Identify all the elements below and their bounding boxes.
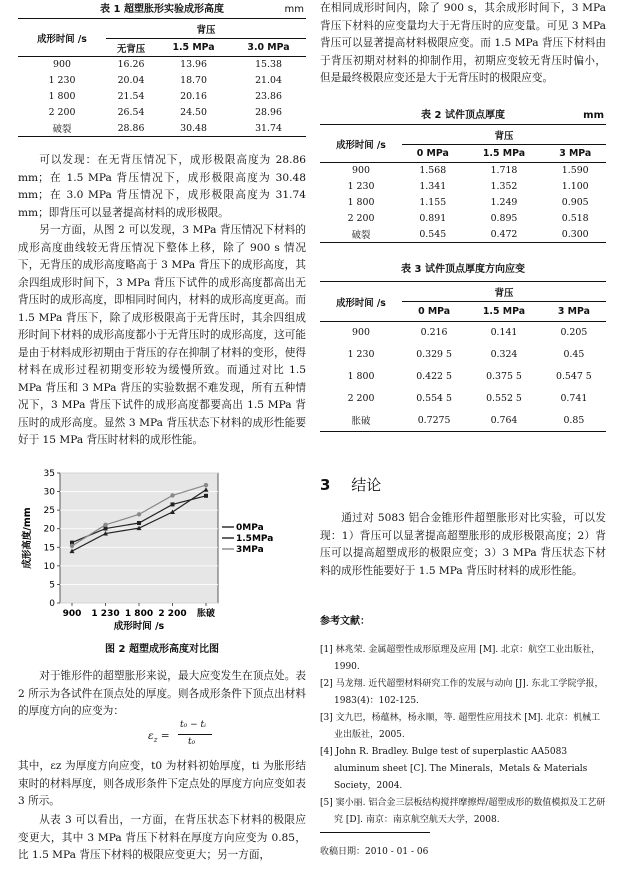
table-cell: 1 230: [347, 181, 375, 192]
table-cell: 0.141: [490, 327, 518, 339]
formula-denominator: t₀: [188, 737, 196, 747]
table-cell: 1.718: [490, 165, 518, 177]
section-heading: [320, 474, 381, 495]
paragraph-table3-analysis: 从表 3 可以看出，一方面，在背压状态下材料的极限应变更大，其中 3 MPa 背压下材料在厚度方向应变为 0.85，比 1.5 MPa 背压下材料的极限应变更大；另一方面，: [18, 814, 306, 861]
x-tick-label: 900: [62, 609, 82, 619]
legend-label: 1.5MPa: [236, 534, 274, 544]
table-3: [320, 262, 606, 432]
table-3-group-header: 背压: [402, 282, 606, 302]
formula-numerator: t₀ − tᵢ: [180, 720, 206, 730]
y-tick-label: 35: [43, 469, 55, 479]
legend-label: 0MPa: [236, 523, 264, 533]
data-point: [103, 523, 107, 527]
table-cell: 1.590: [561, 165, 589, 177]
table-cell: 30.48: [156, 121, 231, 137]
table-cell: 2 200: [347, 213, 375, 224]
reference-item: [2] 马龙翔. 近代超塑材料研究工作的发展与动向 [J]. 东北工学院学报，1983(4)：102-125.: [320, 679, 604, 706]
y-tick-label: 0: [49, 599, 55, 609]
table-2-col-header: 1.5 MPa: [464, 145, 545, 163]
table-cell: 1.341: [419, 181, 447, 192]
footnote-rule: [320, 832, 430, 833]
table-cell: 1.352: [490, 181, 518, 192]
table-3-col-header: 1.5 MPa: [466, 302, 542, 322]
table-cell: 15.38: [255, 59, 282, 71]
table-2-unit: mm: [583, 110, 604, 121]
strain-formula: [148, 720, 228, 754]
legend-label: 3MPa: [236, 545, 264, 555]
table-cell: 0.7275: [402, 410, 466, 432]
data-point: [204, 494, 208, 498]
paragraph-figure-analysis: 另一方面，从图 2 可以发现，3 MPa 背压情况下材料的成形高度曲线较无背压情况下整体上移，除了 900 s 情况下，无背压的成形高度略高于 3 MPa 背压下的成形高度，其余四组成形时间下，3 MPa 背压下试件的成形高度都高出无背压时的成形高度，即相同时间内，材料的成形高度更高。而 1.5 MPa 背压下，除了成形极限高于无背压时，其余四组成形时间下材料的成形高度都小于无背压时的成形高度，这可能是由于材料成形初期由于背压的存在抑制了材料的变形，使得材料在成形过程初期变形较为缓慢所致。而通过对比 1.5 MPa 背压和 3 MPa 背压的实验数据不难发现，所有五种情况下，3 MPa 背压下试件的成形高度都要高出 1.5 MPa 背压时的成形高度。显然 3 MPa 背压状态下材料的成形性能要好于 15 MPa 背压时材料的成形性能。: [18, 224, 306, 446]
formula-lhs: $\varepsilon_z$ =: [148, 730, 170, 745]
paragraph-strain-compare: 在相同成形时间内，除了 900 s，其余成形时间下，3 MPa 背压下材料的应变量均大于无背压时的应变量。可见 3 MPa 背压可以显著提高材料极限应变。而 1.5 MPa 背压下材料由于背压初期对材料的抑制作用，初期应变较无背压时偏小，但是最终极限应变还是大于无背压时的极限应变。: [320, 2, 606, 84]
table-cell: 0.85: [542, 410, 606, 432]
references-list: [320, 642, 606, 829]
data-point: [70, 544, 74, 548]
data-point: [137, 512, 141, 516]
table-cell: 0.329 5: [416, 349, 452, 360]
table-row: [320, 227, 606, 243]
table-1-unit: mm: [284, 4, 304, 15]
table-3-caption: 表 3 试件顶点厚度方向应变: [401, 264, 525, 275]
table-cell: 0.518: [561, 213, 589, 224]
table-cell: 0.554 5: [416, 393, 452, 404]
table-3-col-header: 3 MPa: [542, 302, 606, 322]
table-cell: 1.249: [490, 197, 518, 208]
x-tick-label: 胀破: [196, 609, 216, 619]
table-cell: 31.74: [231, 121, 306, 137]
table-cell: 0.552 5: [486, 393, 522, 404]
table-cell: 1 230: [347, 349, 375, 360]
table-cell: 0.905: [561, 197, 589, 208]
data-point: [204, 483, 208, 487]
data-point: [171, 502, 175, 506]
table-row: [320, 410, 606, 432]
y-tick-label: 30: [43, 487, 55, 498]
table-row: [320, 388, 606, 410]
table-cell: 24.50: [180, 107, 207, 118]
table-cell: 1.100: [561, 181, 589, 192]
reference-item: [5] 窦小丽. 铝合金三层板结构搅拌摩擦焊/超塑成形的数值模拟及工艺研究 [D]. 南京：南京航空航天大学，2008.: [320, 798, 606, 825]
table-row: [320, 366, 606, 388]
table-cell: 1 800: [48, 91, 76, 102]
table-cell: 0.764: [466, 410, 542, 432]
table-cell: 1 800: [347, 371, 375, 382]
y-tick-label: 10: [43, 561, 55, 572]
table-cell: 2 200: [48, 107, 76, 118]
table-row: [320, 179, 606, 195]
table-row: [18, 105, 306, 121]
references-title: 参考文献：: [320, 616, 370, 627]
table-cell: 0.375 5: [486, 371, 522, 382]
table-2-group-header: 背压: [402, 125, 606, 145]
table-cell: 0.45: [563, 349, 585, 360]
table-cell: 0.300: [544, 227, 606, 243]
x-tick-label: 2 200: [158, 609, 187, 619]
paragraph-forming-limit: 可以发现：在无背压情况下，成形极限高度为 28.86 mm；在 1.5 MPa 背压情况下，成形极限高度为 30.48 mm；在 3.0 MPa 背压情况下，成形极限高度为 31.74 mm；即背压可以显著提高材料的成形极限。: [18, 154, 306, 219]
reference-item: [3] 文九巴，杨蕴林，杨永顺，等. 超塑性应用技术 [M]. 北京：机械工业出版社，2005.: [320, 713, 601, 740]
table-2-col-header: 0 MPa: [402, 145, 464, 163]
table-cell: 1 230: [48, 75, 76, 86]
table-cell: 1.568: [419, 165, 447, 177]
table-cell: 0.547 5: [555, 371, 592, 382]
table-cell: 1 800: [347, 197, 375, 208]
table-2-title: 表 2 试件顶点厚度: [421, 110, 505, 121]
y-tick-label: 5: [49, 580, 55, 591]
table-cell: 胀破: [320, 410, 402, 432]
table-cell: 0.891: [419, 213, 447, 224]
table-cell: 21.54: [117, 91, 145, 102]
x-axis-label: 成形时间 /s: [113, 621, 165, 632]
section-title: 结论: [351, 476, 382, 494]
table-2-grid: [320, 124, 606, 243]
table-cell: 16.26: [117, 59, 145, 71]
table-row: [320, 211, 606, 227]
y-tick-label: 25: [43, 506, 55, 517]
paragraph-conclusion: 通过对 5083 铝合金锥形件超塑胀形对比实验，可以发现：1）背压可以显著提高超塑胀形的成形极限高度；2）背压可以提高超塑成形的极限应变；3）3 MPa 背压状态下材料的成形性能要好于 1.5 MPa 背压时材料的成形性能。: [320, 512, 606, 577]
table-row: [18, 73, 306, 89]
table-3-grid: [320, 281, 606, 432]
table-cell: 20.04: [117, 75, 145, 86]
table-cell: 26.54: [117, 107, 145, 118]
table-cell: 13.96: [180, 59, 207, 71]
table-1-col-header: 1.5 MPa: [156, 39, 231, 57]
table-1-row-header: 成形时间 /s: [18, 19, 106, 57]
table-cell: 0.472: [464, 227, 545, 243]
table-row: [320, 322, 606, 344]
table-row: [320, 195, 606, 211]
data-point: [170, 493, 174, 497]
table-row: [320, 344, 606, 366]
table-cell: 0.741: [560, 393, 588, 404]
data-point: [104, 527, 108, 531]
table-1-col-header: 无背压: [106, 39, 156, 57]
table-3-row-header: 成形时间 /s: [320, 282, 402, 322]
table-cell: 18.70: [180, 75, 207, 86]
table-row: [18, 89, 306, 105]
table-2-caption: [320, 108, 606, 124]
table-cell: 900: [352, 327, 370, 339]
table-cell: 900: [53, 59, 71, 71]
table-1-group-header: 背压: [106, 19, 306, 39]
reference-item: [4] John R. Bradley. Bulge test of superplastic AA5083 aluminum sheet [C]. The Minerals，Metals & Materials Society，2004.: [320, 747, 588, 791]
data-point: [137, 521, 141, 525]
paragraph-strain-intro: 对于锥形件的超塑胀形来说，最大应变发生在顶点处。表 2 所示为各试件在顶点处的厚度。则各成形条件下顶点出材料的厚度方向的应变为：: [18, 670, 306, 717]
table-cell: 破裂: [320, 227, 402, 243]
table-cell: 1.155: [419, 197, 447, 208]
table-3-col-header: 0 MPa: [402, 302, 466, 322]
table-2-row-header: 成形时间 /s: [320, 125, 402, 163]
table-row: [18, 57, 306, 73]
table-cell: 2 200: [347, 393, 375, 404]
table-cell: 0.545: [402, 227, 464, 243]
table-row: [18, 121, 306, 137]
x-tick-label: 1 800: [124, 609, 154, 619]
reference-item: [1] 林兆荣. 金属超塑性成形原理及应用 [M]. 北京：航空工业出版社，1990.: [320, 645, 601, 672]
table-row: [320, 163, 606, 179]
table-cell: 破裂: [18, 121, 106, 137]
table-cell: 0.205: [560, 327, 588, 339]
formula-fraction-bar: [178, 734, 212, 735]
paragraph-strain-definition: 其中，εz 为厚度方向应变，t0 为材料初始厚度，ti 为胀形结束时的材料厚度，则各成形条件下定点处的厚度方向应变如表 3 所示。: [18, 760, 306, 807]
table-cell: 28.86: [106, 121, 156, 137]
table-cell: 23.86: [255, 91, 282, 102]
table-cell: 20.16: [180, 91, 207, 102]
section-number: 3: [320, 476, 331, 494]
table-cell: 900: [352, 165, 370, 177]
table-cell: 21.04: [255, 75, 282, 86]
table-1: [18, 2, 306, 137]
y-tick-label: 20: [43, 524, 55, 535]
table-cell: 28.96: [255, 107, 282, 118]
figure-2-caption: 图 2 超塑成形高度对比图: [105, 644, 219, 655]
y-axis-label: 成形高度/mm: [22, 507, 33, 569]
table-1-caption: [18, 2, 306, 18]
table-cell: 0.324: [490, 349, 518, 360]
forming-height-chart: [18, 465, 306, 632]
table-2-col-header: 3 MPa: [544, 145, 606, 163]
received-date: 收稿日期：2010 - 01 - 06: [320, 847, 429, 857]
table-2: [320, 108, 606, 243]
table-1-title: 表 1 超塑胀形实验成形高度: [100, 4, 224, 15]
table-cell: 0.216: [420, 327, 448, 339]
table-cell: 0.422 5: [416, 371, 452, 382]
table-1-col-header: 3.0 MPa: [231, 39, 306, 57]
x-tick-label: 1 230: [91, 609, 120, 619]
table-cell: 0.895: [490, 213, 518, 224]
y-tick-label: 15: [43, 543, 55, 554]
table-1-grid: [18, 18, 306, 137]
